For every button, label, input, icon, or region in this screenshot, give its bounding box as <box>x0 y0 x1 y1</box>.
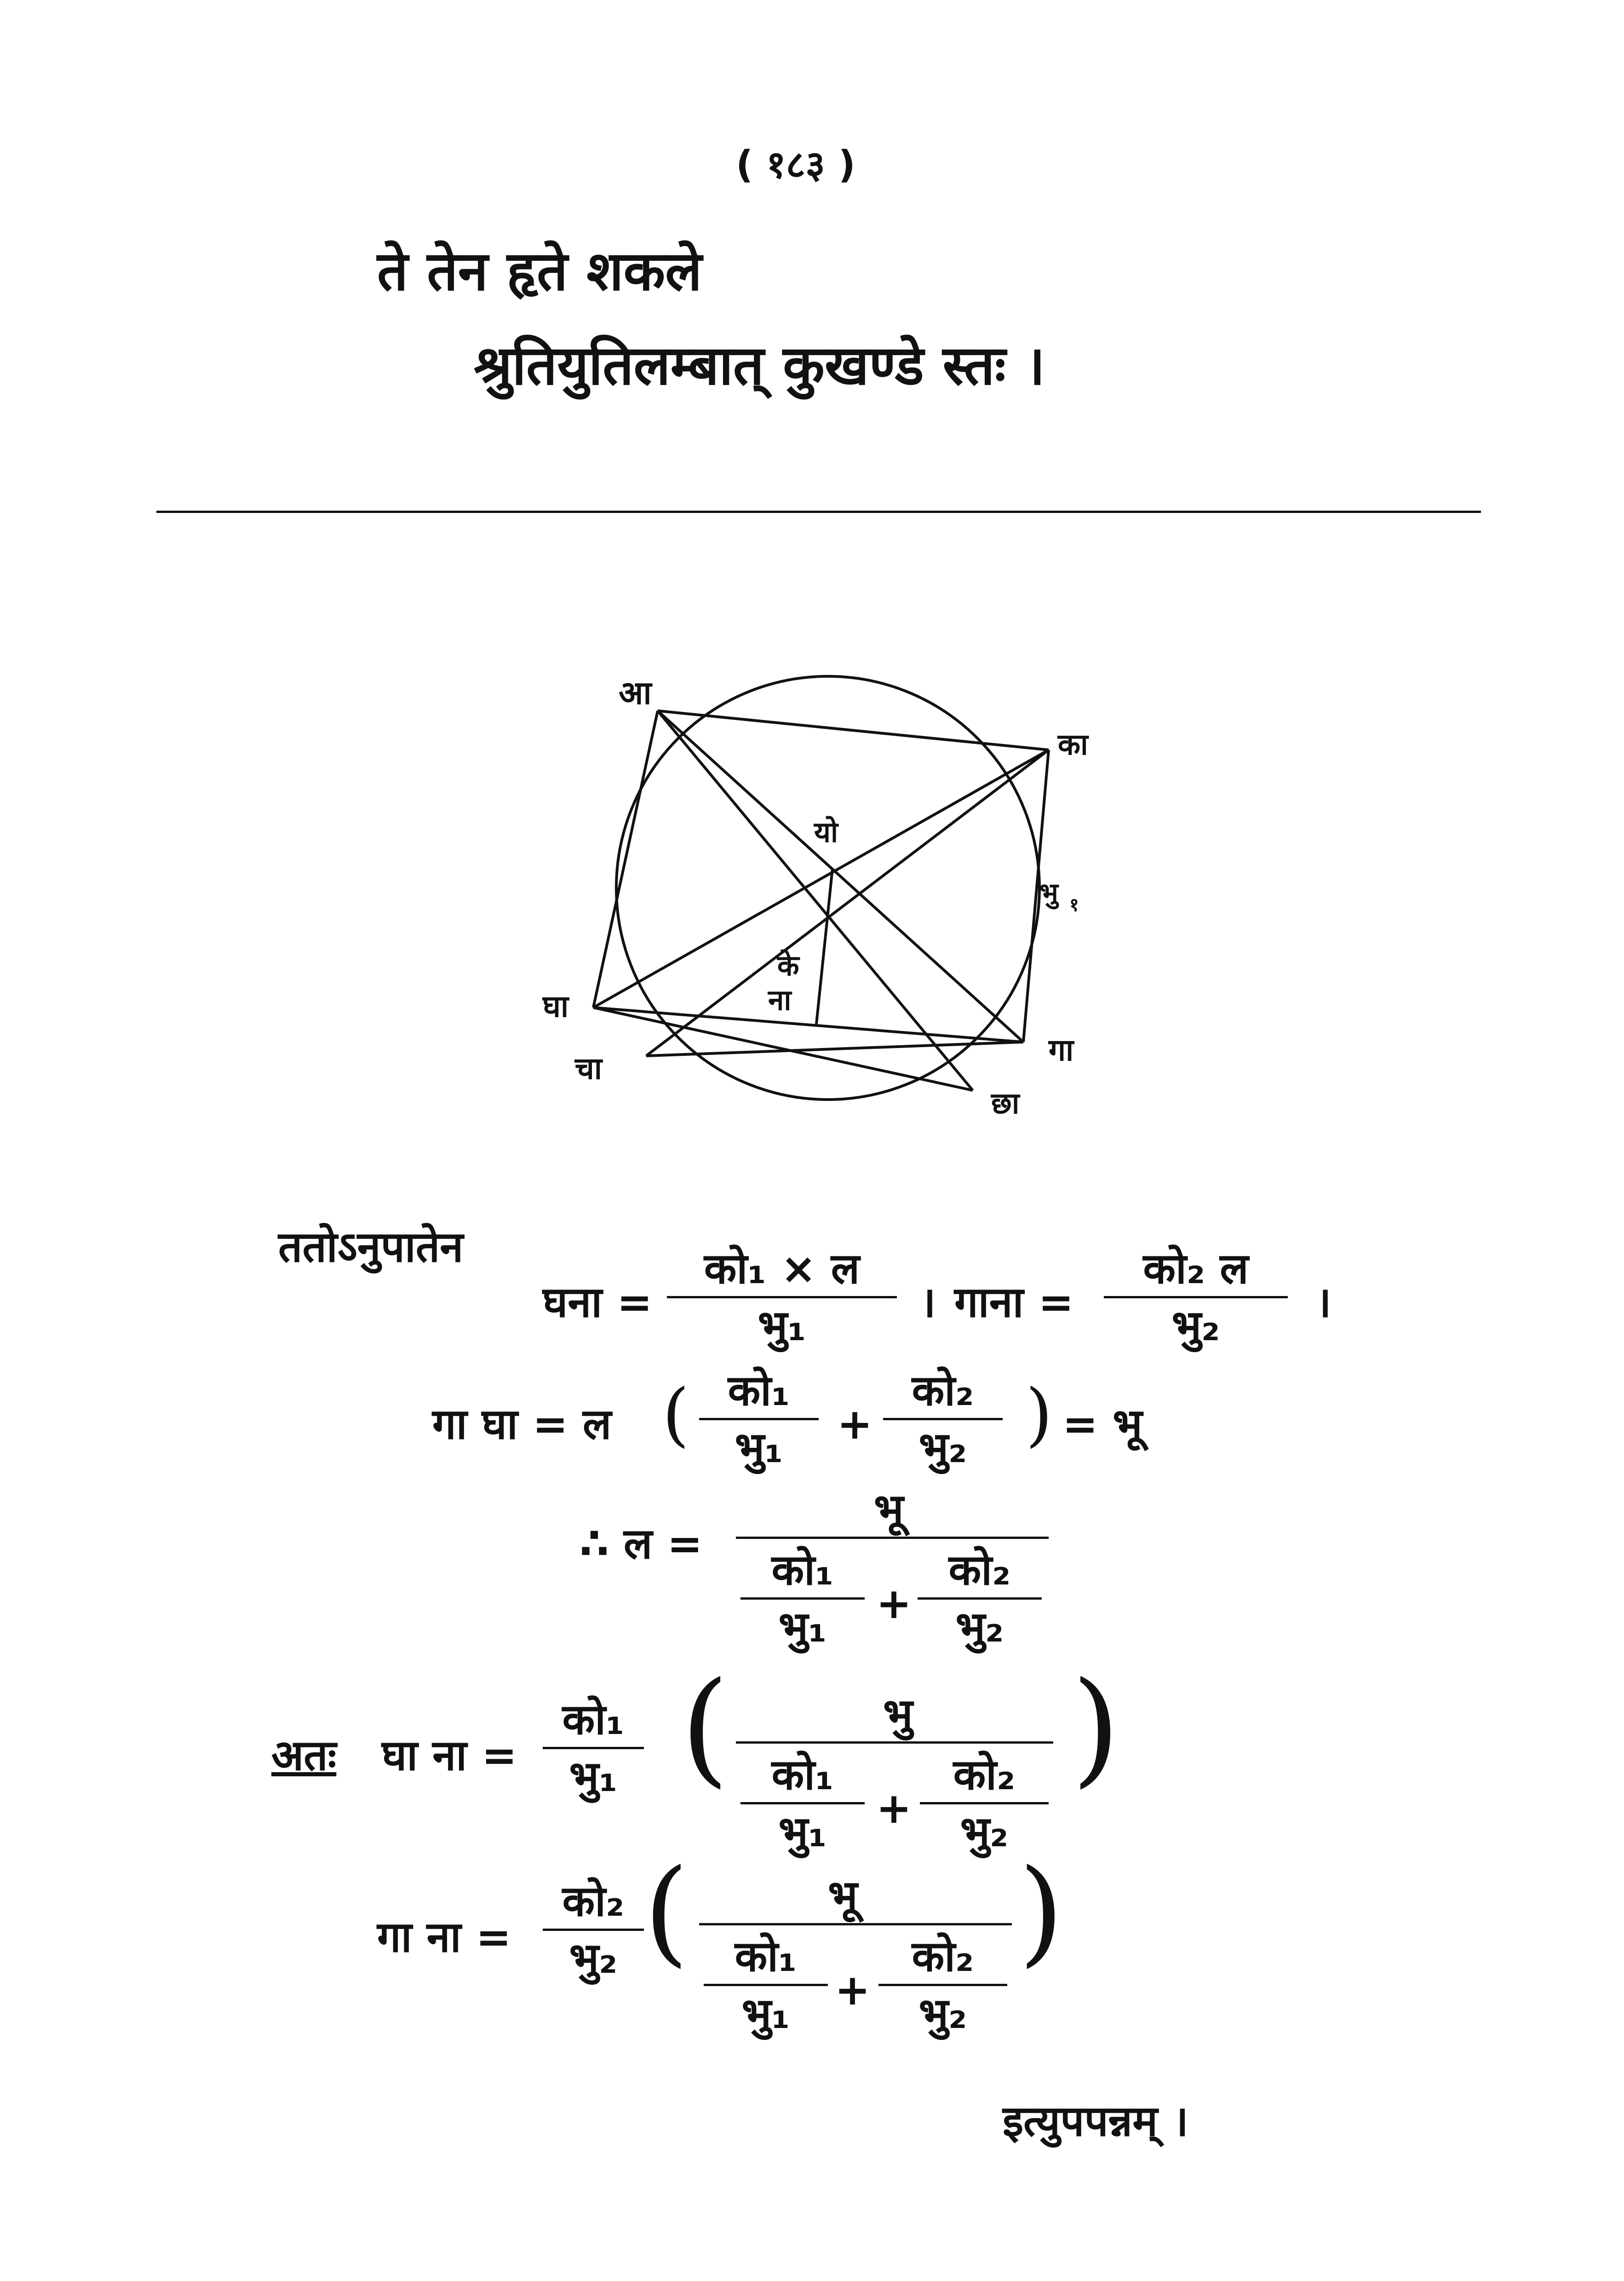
eq5-close-paren: ) <box>1019 1844 1064 1978</box>
page-number: ( १८३ ) <box>736 143 855 187</box>
eq5-f1-num: को₁ <box>735 1932 797 1981</box>
eq5-k-fraction <box>543 1879 644 1981</box>
eq2-lhs: गा घा = ल <box>432 1400 612 1449</box>
eq3-f1-num: को₁ <box>771 1545 834 1595</box>
eq1-den: भु₁ <box>757 1301 806 1350</box>
eq1-fraction-1 <box>667 1244 897 1350</box>
eq3-fraction-1 <box>740 1545 865 1652</box>
eq2-f1-num: को₁ <box>728 1366 790 1415</box>
eq5-fraction-1 <box>704 1932 828 2038</box>
label-gha: घा <box>543 989 569 1024</box>
label-ka: का <box>1058 728 1088 762</box>
eq5-f2-den: भु₂ <box>918 1988 967 2038</box>
eq4-k-den: भु₁ <box>569 1751 618 1801</box>
eq2-rhs: = भू <box>1062 1400 1142 1449</box>
eq3-main-bar <box>736 1537 1049 1539</box>
eq4-k-num: को₁ <box>562 1695 625 1744</box>
label-ya: यो <box>814 815 838 849</box>
eq1-lhs: घना = <box>543 1278 653 1327</box>
eq1-end: । <box>1315 1278 1331 1327</box>
eq3-lhs: ∴ ल = <box>580 1519 703 1568</box>
eq4-f1-num: को₁ <box>771 1750 834 1799</box>
eq5-f2-num: को₂ <box>912 1932 974 1981</box>
eq5-k-den: भु₂ <box>569 1933 618 1983</box>
label-na: ना <box>768 983 792 1017</box>
eq1-num2: को₂ ल <box>1143 1244 1249 1293</box>
eq2-plus: + <box>837 1400 873 1449</box>
eq1-num: को₁ × ल <box>704 1244 860 1293</box>
proof-intro: ततोऽनुपातेन <box>278 1222 464 1272</box>
eq1-fraction-2 <box>1104 1244 1288 1350</box>
eq4-fraction-1 <box>740 1750 865 1856</box>
eq4-f2-num: को₂ <box>953 1750 1016 1799</box>
label-bhu-sub: १ <box>1069 894 1079 916</box>
verse-line-2: श्रुतियुतिलम्बात् कुखण्डे स्तः । <box>474 334 1045 397</box>
eq5-lhs: गा ना = <box>377 1912 511 1962</box>
eq4-fraction-2 <box>920 1750 1049 1856</box>
eq3-fraction-2 <box>918 1545 1042 1652</box>
eq5-f1-den: भु₁ <box>741 1988 790 2038</box>
eq2-f1-den: भु₁ <box>735 1423 783 1472</box>
eq2-open-paren: ( <box>662 1375 689 1455</box>
eq5-plus: + <box>835 1965 871 2015</box>
eq5-open-paren: ( <box>644 1844 689 1978</box>
eq1-den2: भु₂ <box>1171 1301 1220 1350</box>
label-cha: चा <box>575 1051 603 1086</box>
section-divider <box>156 511 1481 513</box>
eq5-fraction-2 <box>878 1932 1007 2038</box>
eq2-f2-den: भु₂ <box>918 1423 967 1472</box>
label-bhu: भु <box>1039 877 1058 908</box>
eq1-separator: । <box>920 1278 936 1327</box>
eq5-main-bar <box>699 1923 1012 1925</box>
eq4-prefix: अतः <box>271 1731 337 1780</box>
eq1-lhs2: गाना = <box>954 1278 1074 1327</box>
eq4-lhs: घा ना = <box>382 1731 517 1780</box>
eq4-open-paren: ( <box>681 1655 729 1800</box>
eq5-k-num: को₂ <box>562 1877 625 1926</box>
eq3-plus: + <box>876 1579 912 1628</box>
label-chha: छा <box>991 1087 1020 1121</box>
eq3-f2-num: को₂ <box>948 1545 1011 1595</box>
label-ga: गा <box>1049 1032 1074 1068</box>
conclusion: इत्युपपन्नम् । <box>1003 2097 1189 2146</box>
eq3-f1-den: भु₁ <box>778 1602 827 1652</box>
label-ke: के <box>777 949 799 982</box>
verse-line-1: ते तेन हृते शकले <box>377 239 702 303</box>
eq2-f2-num: को₂ <box>912 1366 974 1415</box>
eq4-main-bar <box>736 1741 1053 1744</box>
cyclic-quadrilateral-diagram <box>506 635 1150 1164</box>
eq4-top: भु <box>883 1689 913 1739</box>
eq5-top: भू <box>828 1871 858 1920</box>
circumcircle <box>616 676 1039 1100</box>
eq2-fraction-1 <box>699 1366 819 1472</box>
eq2-fraction-2 <box>883 1366 1003 1472</box>
eq4-plus: + <box>876 1784 912 1833</box>
eq4-f2-den: भु₂ <box>960 1807 1009 1856</box>
label-aa: आ <box>619 674 652 712</box>
eq4-f1-den: भु₁ <box>778 1807 827 1856</box>
eq3-top: भू <box>874 1485 904 1534</box>
eq2-close-paren: ) <box>1026 1375 1053 1455</box>
eq4-k-fraction <box>543 1695 644 1801</box>
eq3-f2-den: भु₂ <box>955 1602 1004 1652</box>
eq4-close-paren: ) <box>1072 1655 1120 1800</box>
